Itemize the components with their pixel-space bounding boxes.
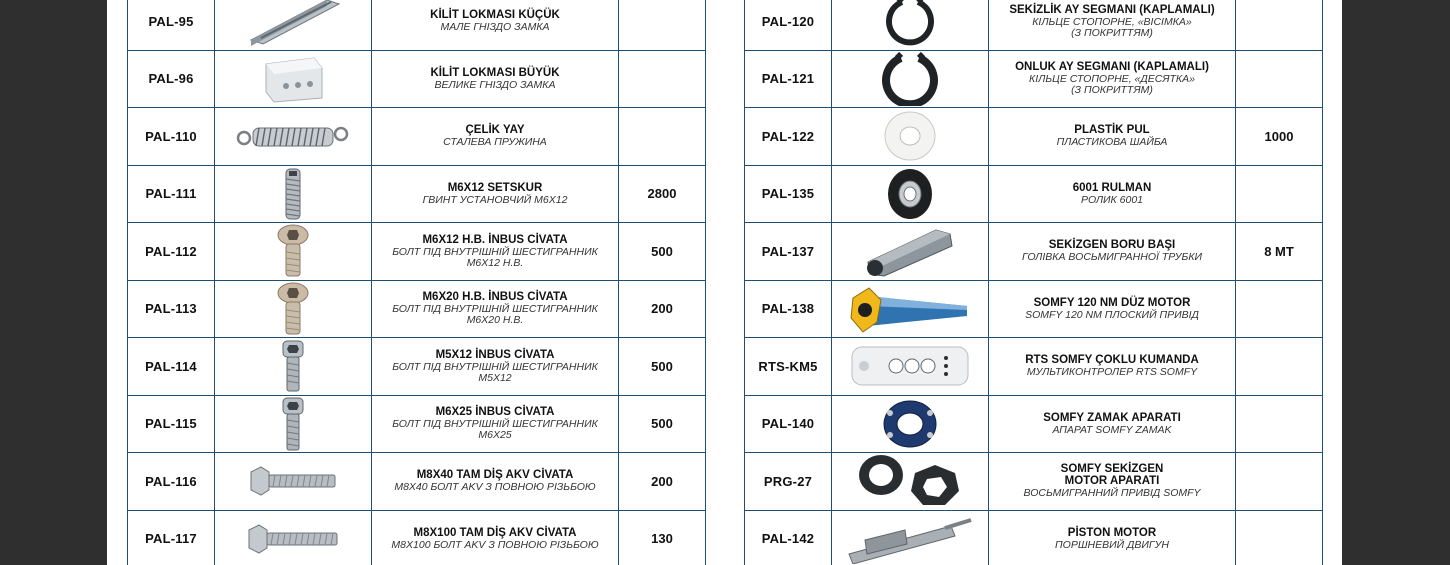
table-row (745, 338, 1323, 396)
part-quantity (1236, 280, 1323, 338)
part-name: M8X100 TAM DİŞ AKV CİVATA (413, 526, 577, 539)
part-quantity (1236, 338, 1323, 396)
part-name: ONLUK AY SEGMANI (KAPLAMALI) (1015, 61, 1209, 74)
part-description (372, 338, 619, 396)
part-image (832, 165, 989, 223)
part-name-ua: КІЛЬЦЕ СТОПОРНЕ, «ВІСІМКА» (З ПОКРИТТЯМ) (1032, 15, 1192, 39)
bearing-icon (885, 167, 935, 221)
table-row (128, 510, 706, 565)
part-name-ua: ГВИНТ УСТАНОВЧИЙ М6Х12 (422, 193, 568, 206)
table-row (745, 453, 1323, 511)
part-name-ua: ПОРШНЕВИЙ ДВИГУН (1055, 538, 1169, 551)
table-row (745, 108, 1323, 166)
part-name-ua: АПАРАТ SOMFY ZAMAK (1052, 423, 1172, 436)
part-quantity: 200 (619, 280, 706, 338)
lock-block-icon (258, 54, 328, 104)
part-name: M8X40 TAM DİŞ AKV CİVATA (416, 469, 574, 482)
part-description (372, 165, 619, 223)
part-name-ua: БОЛТ ПІД ВНУТРІШНІЙ ШЕСТИГРАННИК M6X12 H.B. (392, 245, 598, 269)
part-code: PAL-121 (745, 50, 832, 108)
part-code: PAL-142 (745, 510, 832, 565)
part-name: M6X12 SETSKUR (447, 181, 543, 194)
part-image (215, 50, 372, 108)
part-quantity: 500 (619, 223, 706, 281)
tubular-motor-icon (847, 282, 973, 336)
table-row (128, 50, 706, 108)
part-description (989, 453, 1236, 511)
washer-icon (880, 109, 940, 163)
part-description (989, 223, 1236, 281)
part-image (832, 338, 989, 396)
part-image (832, 223, 989, 281)
part-description (372, 280, 619, 338)
part-name-ua: ВЕЛИКЕ ГНІЗДО ЗАМКА (434, 78, 556, 91)
table-row (745, 165, 1323, 223)
countersunk-bolt-icon (273, 282, 313, 336)
part-description (989, 165, 1236, 223)
part-image (832, 108, 989, 166)
part-image (832, 280, 989, 338)
spring-icon (235, 116, 351, 156)
catalog-page (107, 0, 1342, 565)
piston-motor-icon (845, 514, 975, 564)
table-row (745, 280, 1323, 338)
part-description (989, 395, 1236, 453)
part-quantity (1236, 165, 1323, 223)
part-description (989, 108, 1236, 166)
part-image (215, 223, 372, 281)
part-code: PAL-137 (745, 223, 832, 281)
table-row (745, 50, 1323, 108)
part-name-ua: СТАЛЕВА ПРУЖИНА (443, 136, 547, 149)
part-name-ua: ВОСЬМИГРАННИЙ ПРИВІД SOMFY (1023, 487, 1201, 500)
octagonal-tube-icon (860, 224, 960, 278)
part-image (832, 510, 989, 565)
part-code: RTS-KM5 (745, 338, 832, 396)
part-image (215, 165, 372, 223)
part-image (215, 510, 372, 565)
table-row (128, 280, 706, 338)
part-code: PAL-116 (128, 453, 215, 511)
remote-control-icon (850, 343, 970, 389)
part-name-ua: ПЛАСТИКОВА ШАЙБА (1056, 136, 1168, 149)
part-name: KİLİT LOKMASI BÜYÜK (430, 66, 560, 79)
part-code: PAL-115 (128, 395, 215, 453)
part-name-ua: ГОЛІВКА ВОСЬМИГРАННОЇ ТРУБКИ (1021, 251, 1203, 264)
part-code: PAL-117 (128, 510, 215, 565)
part-description (372, 108, 619, 166)
part-code: PAL-135 (745, 165, 832, 223)
part-name: M6X20 H.B. İNBUS CİVATA (422, 291, 568, 304)
part-name: M5X12 İNBUS CİVATA (435, 348, 555, 361)
part-description (372, 0, 619, 50)
part-quantity (1236, 453, 1323, 511)
part-description (989, 338, 1236, 396)
part-name: M6X25 İNBUS CİVATA (435, 406, 555, 419)
part-quantity: 200 (619, 453, 706, 511)
part-image (215, 0, 372, 50)
part-name-ua: КІЛЬЦЕ СТОПОРНЕ, «ДЕСЯТКА» (З ПОКРИТТЯМ) (1029, 73, 1195, 97)
part-quantity (1236, 395, 1323, 453)
part-name: KİLİT LOKMASI KÜÇÜK (430, 9, 560, 22)
table-row (745, 0, 1323, 50)
parts-table-left (127, 0, 706, 565)
part-name: SOMFY 120 NM DÜZ MOTOR (1033, 296, 1191, 309)
table-row (745, 395, 1323, 453)
part-name-ua: МАЛЕ ГНІЗДО ЗАМКА (440, 21, 550, 34)
part-description (989, 50, 1236, 108)
part-name-ua: M8X40 БОЛТ AKV З ПОВНОЮ РІЗЬБОЮ (394, 481, 596, 494)
set-screw-icon (278, 167, 308, 221)
part-description (989, 280, 1236, 338)
table-row (128, 165, 706, 223)
part-description (372, 223, 619, 281)
socket-bolt-icon (278, 396, 308, 452)
table-row (128, 0, 706, 50)
countersunk-bolt-icon (273, 224, 313, 278)
part-code: PAL-112 (128, 223, 215, 281)
part-image (215, 338, 372, 396)
part-quantity: 130 (619, 510, 706, 565)
part-image (215, 453, 372, 511)
part-code: PAL-113 (128, 280, 215, 338)
part-code: PAL-120 (745, 0, 832, 50)
part-name: ÇELİK YAY (465, 124, 525, 137)
part-name: SEKİZGEN BORU BAŞI (1048, 239, 1176, 252)
part-quantity (1236, 0, 1323, 50)
table-row (128, 338, 706, 396)
part-code: PRG-27 (745, 453, 832, 511)
parts-table-right (744, 0, 1323, 565)
part-quantity: 1000 (1236, 108, 1323, 166)
part-quantity: 500 (619, 338, 706, 396)
rail-icon (243, 0, 343, 46)
part-code: PAL-138 (745, 280, 832, 338)
part-quantity (1236, 50, 1323, 108)
part-name-ua: РОЛИК 6001 (1081, 193, 1143, 206)
part-quantity: 2800 (619, 165, 706, 223)
part-name-ua: МУЛЬТИКОНТРОЛЕР RTS SOMFY (1026, 366, 1198, 379)
part-description (372, 50, 619, 108)
table-row (745, 223, 1323, 281)
part-code: PAL-122 (745, 108, 832, 166)
part-name-ua: БОЛТ ПІД ВНУТРІШНІЙ ШЕСТИГРАННИК M5X12 (392, 360, 598, 384)
part-code: PAL-96 (128, 50, 215, 108)
table-row (128, 108, 706, 166)
part-name: SOMFY SEKİZGEN MOTOR APARATI (1060, 463, 1164, 488)
part-image (832, 453, 989, 511)
part-code: PAL-114 (128, 338, 215, 396)
part-quantity: 500 (619, 395, 706, 453)
part-name: RTS SOMFY ÇOKLU KUMANDA (1025, 354, 1199, 367)
part-description (372, 395, 619, 453)
part-name: M6X12 H.B. İNBUS CİVATA (422, 233, 568, 246)
part-image (832, 50, 989, 108)
part-description (989, 510, 1236, 565)
part-image (832, 395, 989, 453)
table-row (128, 223, 706, 281)
table-row (128, 395, 706, 453)
hex-bolt-icon (247, 464, 339, 498)
part-quantity (619, 108, 706, 166)
part-code: PAL-140 (745, 395, 832, 453)
zamak-adapter-icon (880, 397, 940, 451)
part-description (372, 453, 619, 511)
part-name: 6001 RULMAN (1072, 181, 1152, 194)
hex-bolt-long-icon (245, 522, 341, 556)
table-row (128, 453, 706, 511)
part-description (989, 0, 1236, 50)
part-quantity (619, 0, 706, 50)
socket-bolt-icon (278, 339, 308, 393)
retaining-ring-large-icon (875, 52, 945, 106)
part-name: PİSTON MOTOR (1067, 526, 1157, 539)
part-name: SOMFY ZAMAK APARATI (1043, 411, 1181, 424)
part-code: PAL-110 (128, 108, 215, 166)
part-name-ua: БОЛТ ПІД ВНУТРІШНІЙ ШЕСТИГРАННИК M6X25 (392, 418, 598, 442)
motor-adapter-icon (855, 453, 965, 509)
part-name: PLASTİK PUL (1074, 124, 1150, 137)
table-row (745, 510, 1323, 565)
part-code: PAL-95 (128, 0, 215, 50)
part-name: SEKİZLİK AY SEGMANI (KAPLAMALI) (1009, 3, 1215, 16)
part-image (215, 280, 372, 338)
part-image (832, 0, 989, 50)
part-name-ua: БОЛТ ПІД ВНУТРІШНІЙ ШЕСТИГРАННИК M6X20 H.B. (392, 303, 598, 327)
part-quantity: 8 MT (1236, 223, 1323, 281)
retaining-ring-icon (880, 0, 940, 46)
part-image (215, 108, 372, 166)
part-description (372, 510, 619, 565)
part-image (215, 395, 372, 453)
part-quantity (619, 50, 706, 108)
part-name-ua: SOMFY 120 NM ПЛОСКИЙ ПРИВІД (1025, 308, 1199, 321)
part-quantity (1236, 510, 1323, 565)
part-name-ua: M8X100 БОЛТ AKV З ПОВНОЮ РІЗЬБОЮ (391, 538, 599, 551)
part-code: PAL-111 (128, 165, 215, 223)
